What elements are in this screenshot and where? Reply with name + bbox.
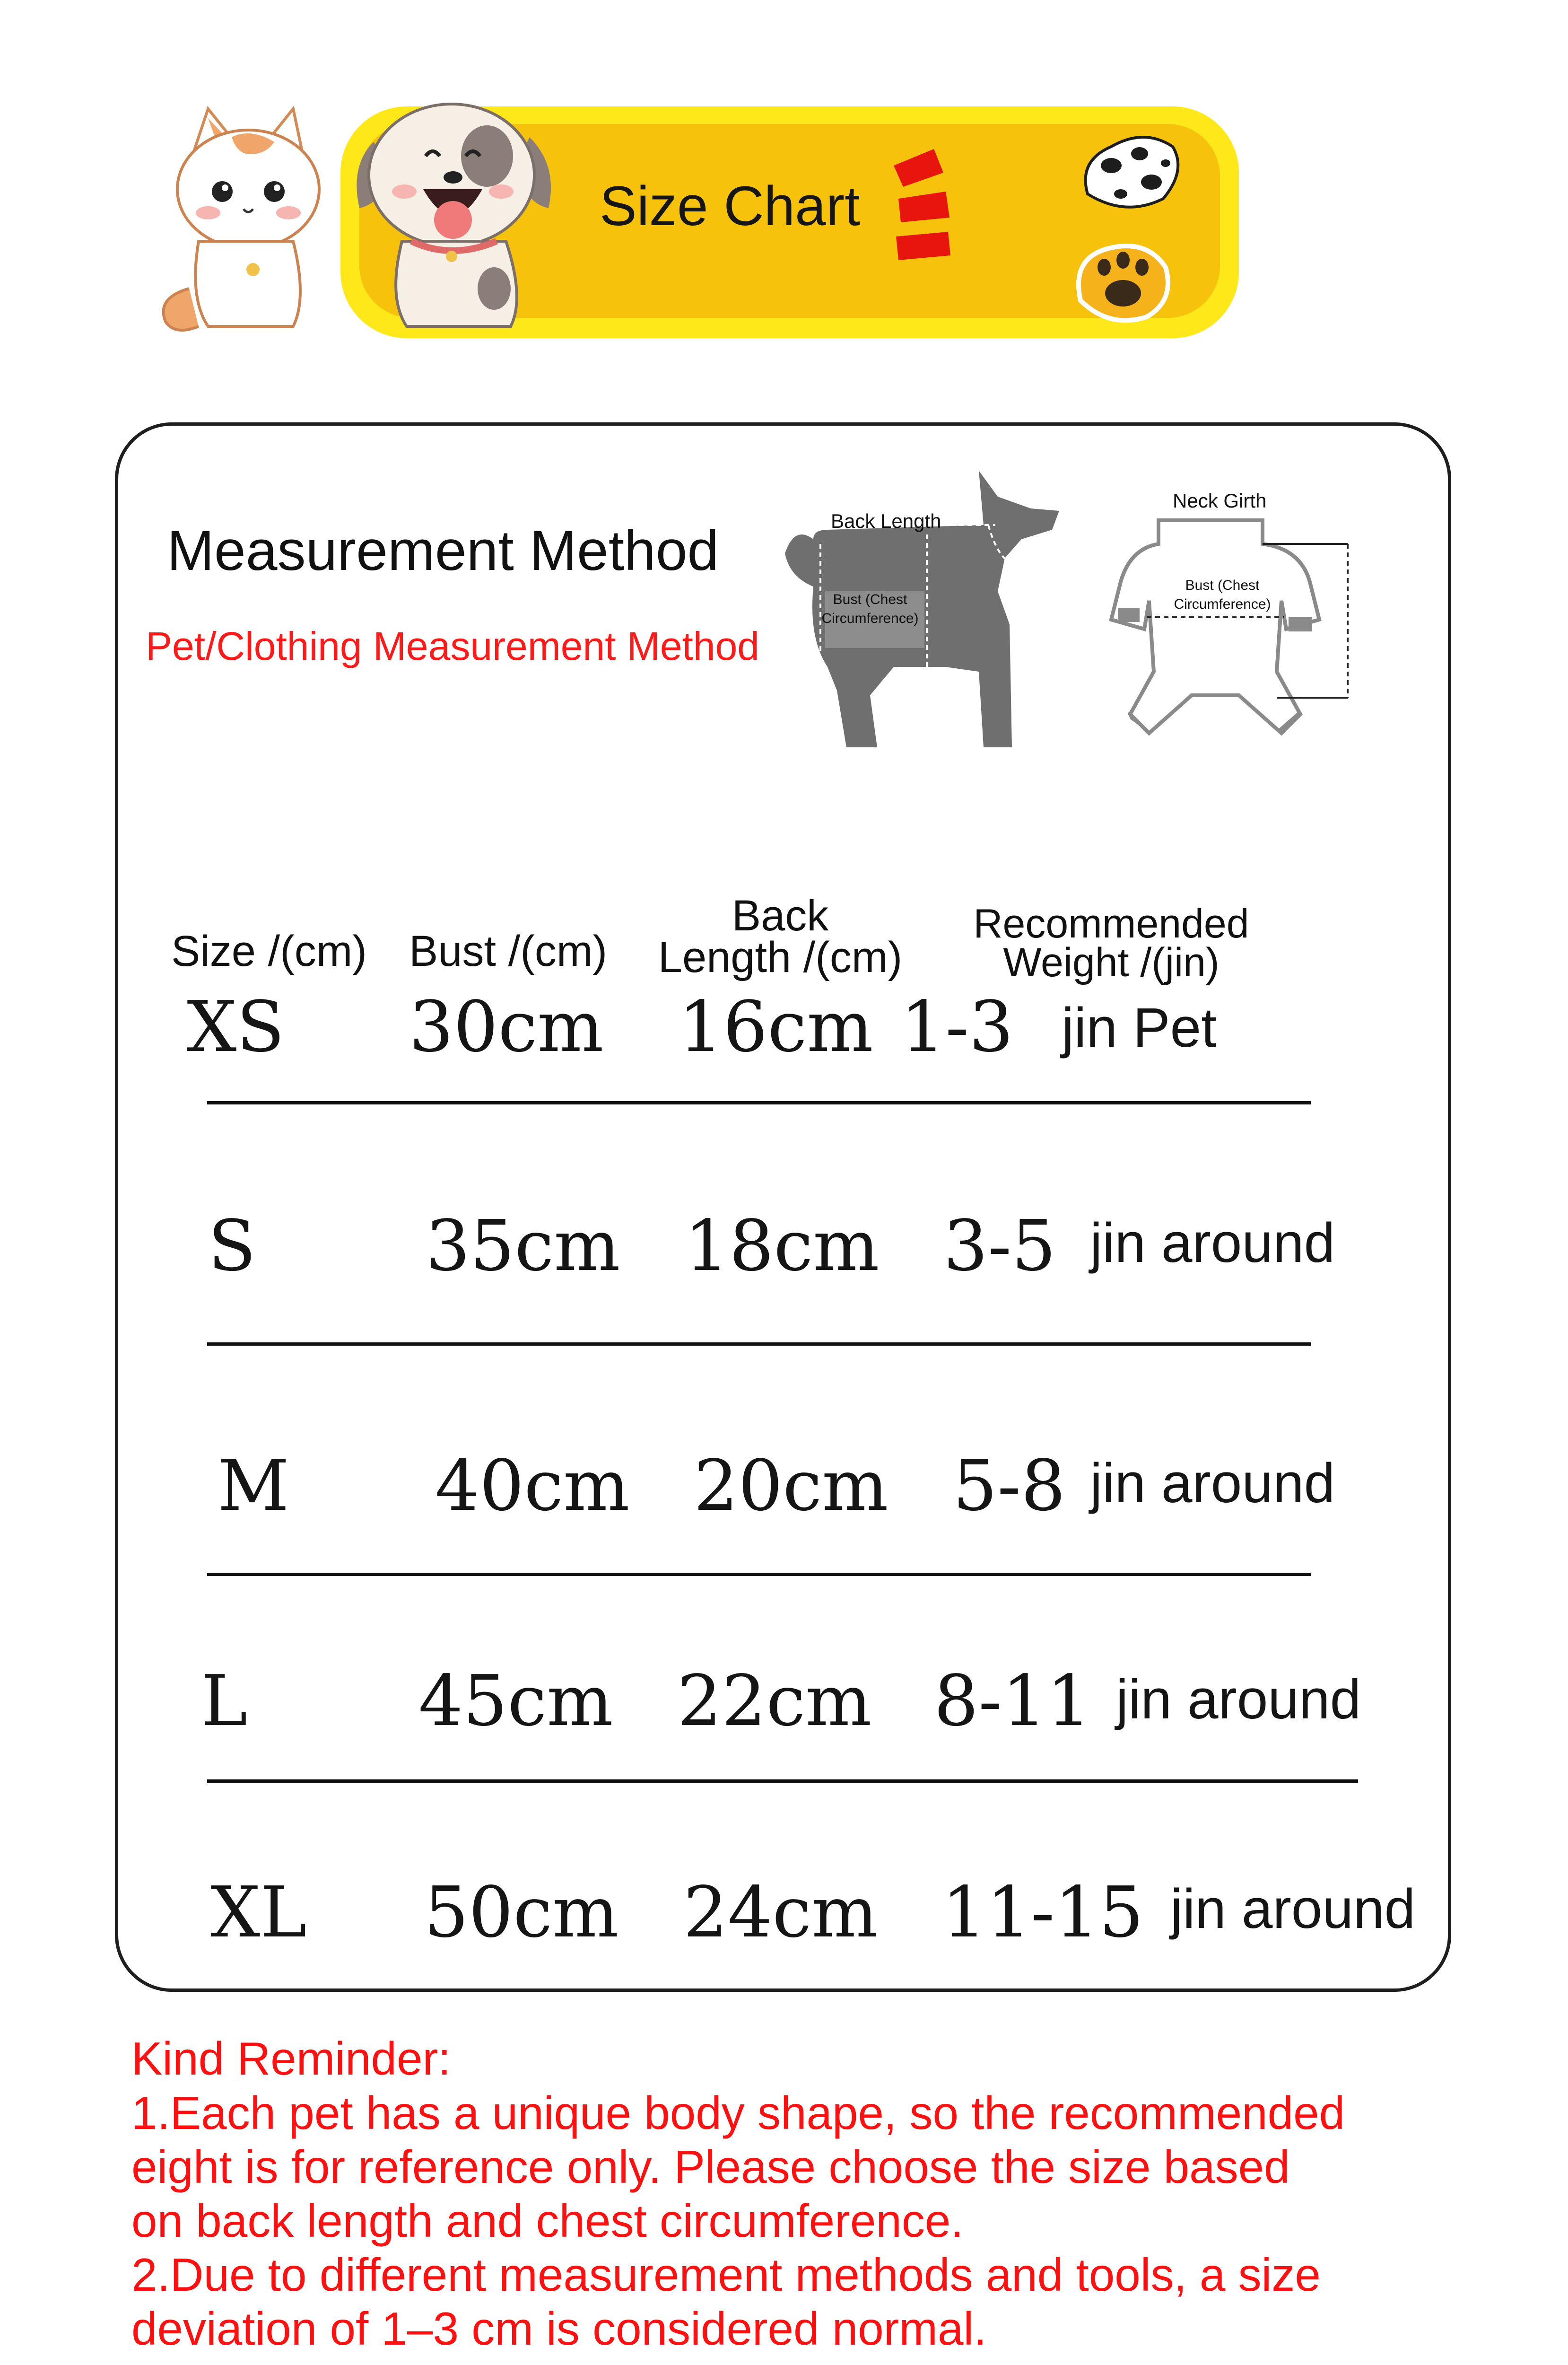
row-s-back: 18cm (685, 1205, 880, 1287)
paw-icon (1066, 229, 1180, 329)
row-m-bust: 40cm (435, 1445, 630, 1526)
cat-illustration (137, 99, 359, 345)
row-xl-back: 24cm (683, 1872, 878, 1953)
row-s-weight: 3-5 (943, 1205, 1056, 1287)
header-weight-line2: Weight /(jin) (1003, 940, 1220, 985)
page-title: Size Chart (600, 175, 860, 237)
reminder-line: 2.Due to different measurement methods and tools, a size (131, 2249, 1321, 2301)
exclamation-icon (889, 147, 960, 265)
garment-bust-label-line1: Bust (Chest (1185, 578, 1260, 593)
row-m-weight: 5-8 (953, 1445, 1066, 1526)
row-s-bust: 35cm (426, 1205, 620, 1287)
header-size: Size /(cm) (171, 927, 367, 975)
header-back-length-line1: Back (732, 892, 829, 940)
row-xl-weight: 11-15 (942, 1872, 1144, 1953)
reminder-line: on back length and chest circumference. (131, 2195, 964, 2247)
dog-bust-label-line1: Bust (Chest (833, 592, 907, 607)
row-m-size: M (218, 1445, 289, 1526)
header-weight (955, 901, 1267, 985)
row-divider (207, 1101, 1311, 1104)
header-back-length-line2: Length /(cm) (658, 933, 903, 981)
reminder-line: deviation of 1–3 cm is considered normal. (131, 2303, 987, 2355)
reminder-line: 1.Each pet has a unique body shape, so the recommended (131, 2087, 1345, 2139)
row-m-back: 20cm (694, 1445, 889, 1526)
row-xl-bust: 50cm (424, 1872, 619, 1953)
cow-print-paw-icon (1069, 118, 1192, 222)
row-xs-note: jin Pet (1062, 997, 1217, 1059)
row-s-size: S (208, 1205, 256, 1287)
row-xs-back: 16cm (679, 986, 873, 1068)
header-weight-line1: Recommended (973, 901, 1249, 946)
row-divider (207, 1342, 1311, 1346)
row-xs-weight: 1-3 (901, 986, 1014, 1068)
row-l-note: jin around (1116, 1668, 1361, 1731)
garment-bust-label-line2: Circumference) (1174, 596, 1271, 612)
dog-illustration (331, 85, 577, 350)
reminder-line: eight is for reference only. Please choose the size based (131, 2141, 1290, 2193)
row-m-note: jin around (1090, 1452, 1335, 1515)
measurement-subtitle: Pet/Clothing Measurement Method (146, 624, 760, 668)
row-l-bust: 45cm (418, 1660, 613, 1742)
garment-measurement-diagram (1102, 511, 1357, 757)
row-xs-size: XS (187, 986, 285, 1068)
row-l-size: L (201, 1660, 248, 1742)
garment-bust-label (1154, 576, 1291, 614)
measurement-title: Measurement Method (167, 519, 719, 582)
dog-bust-label (813, 590, 927, 628)
row-l-back: 22cm (677, 1660, 872, 1742)
row-divider (207, 1573, 1311, 1576)
back-length-label: Back Length (831, 510, 941, 532)
neck-girth-label: Neck Girth (1173, 490, 1267, 512)
header-back-length (648, 892, 913, 981)
row-xl-size: XL (210, 1872, 307, 1953)
row-s-note: jin around (1090, 1212, 1335, 1274)
row-xs-bust: 30cm (409, 986, 604, 1068)
row-xl-note: jin around (1170, 1878, 1416, 1940)
dog-bust-label-line2: Circumference) (821, 611, 919, 626)
header-bust: Bust /(cm) (409, 927, 608, 975)
row-divider (207, 1779, 1358, 1783)
row-l-weight: 8-11 (934, 1660, 1091, 1742)
reminder-title: Kind Reminder: (131, 2032, 451, 2085)
